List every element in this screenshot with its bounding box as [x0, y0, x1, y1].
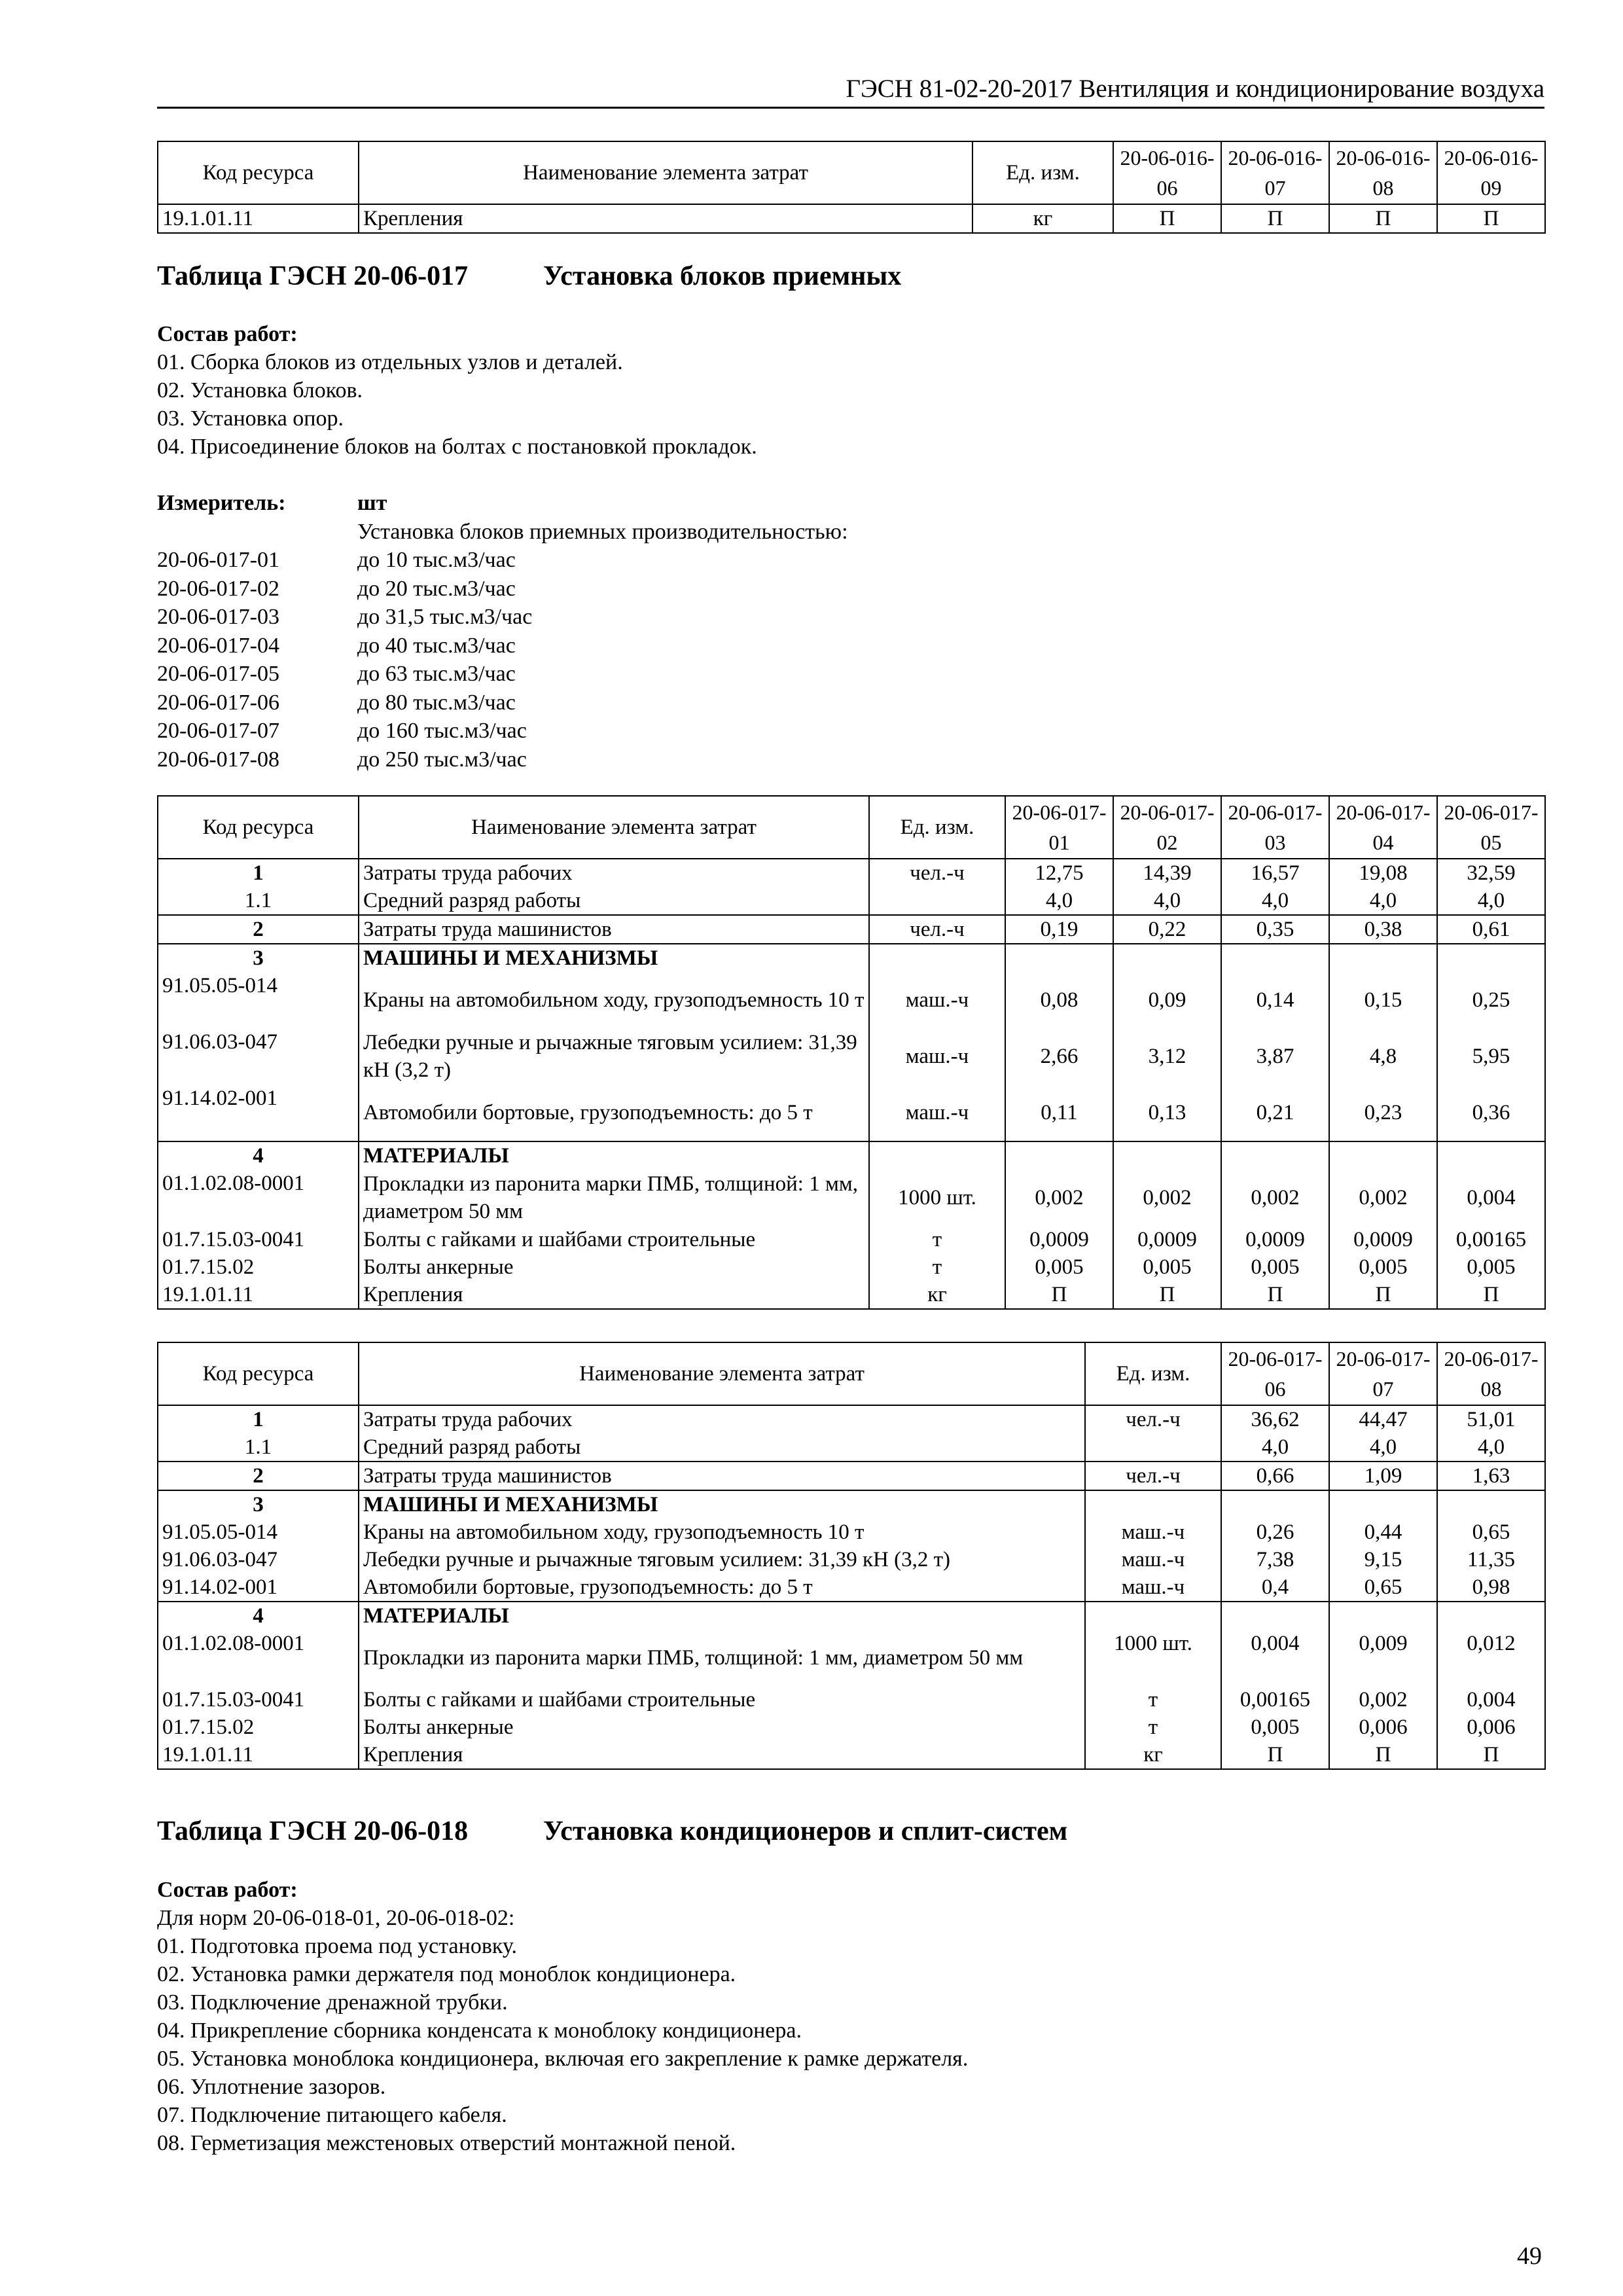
table-row: [158, 204, 1545, 233]
cell-name: Средний разряд работы: [359, 1433, 1085, 1462]
col-header-norm: 20-06-017-04: [1329, 796, 1437, 859]
cell-value: 4,0: [1437, 1433, 1545, 1462]
norm-code: 20-06-017-01: [157, 548, 279, 572]
col-header-code: Код ресурса: [158, 141, 359, 204]
cell-value: 0,21: [1221, 1085, 1329, 1141]
table-row: [158, 1170, 1545, 1226]
cell-unit: т: [869, 1253, 1005, 1281]
works-item: 04. Присоединение блоков на болтах с постановкой прокладок.: [157, 435, 757, 459]
cell-unit: т: [869, 1226, 1005, 1253]
col-header-name: Наименование элемента затрат: [359, 141, 972, 204]
cell-value: П: [1221, 1741, 1329, 1769]
col-header-norm: 20-06-016-09: [1437, 141, 1545, 204]
meter-unit: шт: [357, 491, 387, 515]
cell-code: 91.05.05-014: [158, 972, 359, 1028]
cell-value: 11,35: [1437, 1546, 1545, 1573]
cell-value: 0,09: [1113, 972, 1221, 1028]
table-row: [158, 1546, 1545, 1573]
cell-code: 01.7.15.03-0041: [158, 1226, 359, 1253]
meter-block: [157, 489, 848, 774]
table-row: [158, 972, 1545, 1028]
cell-name: Автомобили бортовые, грузоподъемность: до 5 т: [359, 1085, 869, 1141]
cell-unit: [869, 887, 1005, 915]
cell-name: Прокладки из паронита марки ПМБ, толщиной: 1 мм, диаметром 50 мм: [359, 1630, 1085, 1686]
cell-value: 5,95: [1437, 1028, 1545, 1085]
cell-value: 0,0009: [1221, 1226, 1329, 1253]
meter-row: [157, 489, 848, 518]
works-item: 07. Подключение питающего кабеля.: [157, 2103, 507, 2127]
cell-value: 14,39: [1113, 859, 1221, 887]
cell-code: 19.1.01.11: [158, 1281, 359, 1309]
cell-value: П: [1221, 1281, 1329, 1309]
cell-code: 01.7.15.02: [158, 1713, 359, 1741]
works-block-20-06-017: [157, 320, 757, 461]
cell-value: П: [1437, 1281, 1545, 1309]
cell-name: Лебедки ручные и рычажные тяговым усилием: 31,39 кН (3,2 т): [359, 1028, 869, 1085]
norm-code: 20-06-017-05: [157, 662, 279, 686]
norm-text: до 250 тыс.м3/час: [357, 747, 527, 772]
cell-section-title: МАШИНЫ И МЕХАНИЗМЫ: [359, 1490, 1085, 1518]
cell-value: 0,002: [1329, 1686, 1437, 1713]
cell-value: 4,0: [1329, 1433, 1437, 1462]
cell-value: П: [1113, 204, 1221, 233]
col-header-unit: Ед. изм.: [1085, 1342, 1221, 1405]
table-row: [158, 1028, 1545, 1085]
cell-unit: маш.-ч: [1085, 1573, 1221, 1602]
table-row: [158, 1686, 1545, 1713]
works-item: 03. Подключение дренажной трубки.: [157, 1990, 508, 2015]
cell-name: Болты с гайками и шайбами строительные: [359, 1226, 869, 1253]
cell-value: 36,62: [1221, 1405, 1329, 1433]
table-header-row: [158, 1342, 1545, 1405]
cell-value: 0,012: [1437, 1630, 1545, 1686]
works-item: 03. Установка опор.: [157, 406, 344, 431]
cell-value: 3,12: [1113, 1028, 1221, 1085]
cell-name: Прокладки из паронита марки ПМБ, толщиной: 1 мм, диаметром 50 мм: [359, 1170, 869, 1226]
running-header: ГЭСН 81-02-20-2017 Вентиляция и кондиционирование воздуха: [846, 75, 1544, 103]
cell-code: 91.06.03-047: [158, 1546, 359, 1573]
table-row: [158, 1281, 1545, 1309]
cell-unit: маш.-ч: [869, 972, 1005, 1028]
cell-value: 0,006: [1437, 1713, 1545, 1741]
cell-value: 0,004: [1437, 1686, 1545, 1713]
cell-value: 0,25: [1437, 972, 1545, 1028]
cell-value: 0,006: [1329, 1713, 1437, 1741]
cell-value: 44,47: [1329, 1405, 1437, 1433]
cell-value: 7,38: [1221, 1546, 1329, 1573]
works-item: 01. Сборка блоков из отдельных узлов и деталей.: [157, 350, 623, 374]
cell-name: Болты анкерные: [359, 1713, 1085, 1741]
cell-name: Краны на автомобильном ходу, грузоподъемность 10 т: [359, 1518, 1085, 1546]
cell-name: Болты с гайками и шайбами строительные: [359, 1686, 1085, 1713]
cell-code: 91.14.02-001: [158, 1573, 359, 1602]
cell-value: П: [1221, 204, 1329, 233]
norm-row: [157, 546, 848, 575]
table-header-row: [158, 796, 1545, 859]
works-item: 02. Установка блоков.: [157, 378, 363, 403]
cell-code: 4: [158, 1141, 359, 1170]
norm-text: до 160 тыс.м3/час: [357, 719, 527, 743]
cell-value: 0,005: [1329, 1253, 1437, 1281]
meter-desc-row: [157, 518, 848, 547]
cell-code: 01.1.02.08-0001: [158, 1630, 359, 1686]
cell-code: 2: [158, 1462, 359, 1490]
cell-unit: маш.-ч: [1085, 1546, 1221, 1573]
cell-unit: т: [1085, 1713, 1221, 1741]
cell-code: 1: [158, 859, 359, 887]
cell-unit: кг: [869, 1281, 1005, 1309]
cell-name: Затраты труда рабочих: [359, 859, 869, 887]
cell-value: 4,0: [1437, 887, 1545, 915]
norm-text: до 20 тыс.м3/час: [357, 576, 516, 601]
cell-value: 0,005: [1113, 1253, 1221, 1281]
col-header-norm: 20-06-016-08: [1329, 141, 1437, 204]
cell-code: 1: [158, 1405, 359, 1433]
cell-code: 1.1: [158, 887, 359, 915]
cell-value: 0,11: [1005, 1085, 1113, 1141]
cell-value: 0,44: [1329, 1518, 1437, 1546]
cell-value: 0,004: [1221, 1630, 1329, 1686]
table-section-row: [158, 1141, 1545, 1170]
cell-value: 19,08: [1329, 859, 1437, 887]
cell-value: П: [1329, 1741, 1437, 1769]
cell-value: 0,005: [1437, 1253, 1545, 1281]
cell-value: 0,005: [1221, 1253, 1329, 1281]
cell-name: Лебедки ручные и рычажные тяговым усилием: 31,39 кН (3,2 т): [359, 1546, 1085, 1573]
cell-name: Крепления: [359, 1741, 1085, 1769]
cell-name: Автомобили бортовые, грузоподъемность: до 5 т: [359, 1573, 1085, 1602]
cell-unit: чел.-ч: [869, 915, 1005, 944]
norm-code: 20-06-017-08: [157, 747, 279, 772]
cell-code: 3: [158, 1490, 359, 1518]
cell-code: 3: [158, 944, 359, 972]
cell-unit: чел.-ч: [1085, 1462, 1221, 1490]
cell-section-title: МАШИНЫ И МЕХАНИЗМЫ: [359, 944, 869, 972]
cell-value: 0,98: [1437, 1573, 1545, 1602]
cell-value: П: [1329, 1281, 1437, 1309]
works-item: 01. Подготовка проема под установку.: [157, 1934, 518, 1958]
table-title: Установка блоков приемных: [543, 261, 902, 291]
cell-value: П: [1113, 1281, 1221, 1309]
norm-code: 20-06-017-03: [157, 605, 279, 629]
cell-name: Болты анкерные: [359, 1253, 869, 1281]
cell-code: 91.06.03-047: [158, 1028, 359, 1085]
works-label: Состав работ:: [157, 1878, 298, 1902]
table-row: [158, 1573, 1545, 1602]
cell-value: 0,004: [1437, 1170, 1545, 1226]
cell-name: Затраты труда рабочих: [359, 1405, 1085, 1433]
norm-row: [157, 632, 848, 660]
cell-unit: чел.-ч: [1085, 1405, 1221, 1433]
norm-row: [157, 689, 848, 717]
norm-text: до 10 тыс.м3/час: [357, 548, 516, 572]
table-row: [158, 1741, 1545, 1769]
table-row: [158, 1085, 1545, 1141]
norm-row: [157, 603, 848, 632]
norm-text: до 31,5 тыс.м3/час: [357, 605, 533, 629]
col-header-norm: 20-06-017-02: [1113, 796, 1221, 859]
cell-unit: 1000 шт.: [869, 1170, 1005, 1226]
cell-code: 19.1.01.11: [158, 1741, 359, 1769]
col-header-name: Наименование элемента затрат: [359, 796, 869, 859]
col-header-norm: 20-06-017-07: [1329, 1342, 1437, 1405]
cell-value: 9,15: [1329, 1546, 1437, 1573]
cell-name: Затраты труда машинистов: [359, 1462, 1085, 1490]
col-header-unit: Ед. изм.: [972, 141, 1113, 204]
table-caption: Таблица ГЭСН 20-06-018: [157, 1816, 469, 1846]
cell-value: 32,59: [1437, 859, 1545, 887]
cell-value: 4,0: [1005, 887, 1113, 915]
col-header-unit: Ед. изм.: [869, 796, 1005, 859]
col-header-norm: 20-06-017-08: [1437, 1342, 1545, 1405]
cell-name: Крепления: [359, 1281, 869, 1309]
table-section-row: [158, 1602, 1545, 1630]
cell-code: 01.1.02.08-0001: [158, 1170, 359, 1226]
cell-value: 3,87: [1221, 1028, 1329, 1085]
cell-value: 0,19: [1005, 915, 1113, 944]
cell-value: 4,0: [1221, 1433, 1329, 1462]
cell-code: 91.14.02-001: [158, 1085, 359, 1141]
col-header-code: Код ресурса: [158, 796, 359, 859]
works-item: 04. Прикрепление сборника конденсата к моноблоку кондиционера.: [157, 2018, 802, 2043]
cell-unit: кг: [1085, 1741, 1221, 1769]
cell-code: 91.05.05-014: [158, 1518, 359, 1546]
col-header-name: Наименование элемента затрат: [359, 1342, 1085, 1405]
cell-code: 4: [158, 1602, 359, 1630]
table-row: [158, 1713, 1545, 1741]
table-row: [158, 1462, 1545, 1490]
col-header-norm: 20-06-017-05: [1437, 796, 1545, 859]
cell-value: 0,0009: [1113, 1226, 1221, 1253]
norm-code: 20-06-017-07: [157, 719, 279, 743]
cell-unit: т: [1085, 1686, 1221, 1713]
table-row: [158, 887, 1545, 915]
cell-value: П: [1329, 204, 1437, 233]
col-header-code: Код ресурса: [158, 1342, 359, 1405]
cell-value: П: [1437, 204, 1545, 233]
cell-value: 0,13: [1113, 1085, 1221, 1141]
table-title: Установка кондиционеров и сплит-систем: [543, 1816, 1068, 1846]
norm-text: до 40 тыс.м3/час: [357, 633, 516, 658]
cell-unit: 1000 шт.: [1085, 1630, 1221, 1686]
cell-section-title: МАТЕРИАЛЫ: [359, 1602, 1085, 1630]
table-20-06-017-part1: [157, 795, 1546, 1310]
cell-value: 0,005: [1221, 1713, 1329, 1741]
cell-value: 0,0009: [1329, 1226, 1437, 1253]
norm-code: 20-06-017-02: [157, 576, 279, 601]
table-row: [158, 915, 1545, 944]
table-20-06-017-part2: [157, 1342, 1546, 1770]
cell-value: 0,005: [1005, 1253, 1113, 1281]
cell-code: 01.7.15.03-0041: [158, 1686, 359, 1713]
header-rule: [157, 107, 1544, 109]
col-header-norm: 20-06-017-03: [1221, 796, 1329, 859]
cell-value: 0,61: [1437, 915, 1545, 944]
cell-value: 0,002: [1221, 1170, 1329, 1226]
cell-value: 0,36: [1437, 1085, 1545, 1141]
table-row: [158, 1226, 1545, 1253]
norm-row: [157, 660, 848, 689]
table-section-row: [158, 1490, 1545, 1518]
cell-value: 4,0: [1329, 887, 1437, 915]
cell-value: 16,57: [1221, 859, 1329, 887]
table-20-06-016-tail: [157, 141, 1546, 234]
cell-value: 4,0: [1221, 887, 1329, 915]
table-row: [158, 1433, 1545, 1462]
cell-value: 4,0: [1113, 887, 1221, 915]
table-header-row: [158, 141, 1545, 204]
cell-name: Затраты труда машинистов: [359, 915, 869, 944]
works-label: Состав работ:: [157, 322, 298, 346]
cell-value: 0,65: [1437, 1518, 1545, 1546]
cell-code: 1.1: [158, 1433, 359, 1462]
table-caption: Таблица ГЭСН 20-06-017: [157, 261, 469, 291]
cell-value: 0,4: [1221, 1573, 1329, 1602]
cell-code: 01.7.15.02: [158, 1253, 359, 1281]
col-header-norm: 20-06-017-01: [1005, 796, 1113, 859]
meter-description: Установка блоков приемных производительностью:: [357, 519, 848, 544]
cell-section-title: МАТЕРИАЛЫ: [359, 1141, 869, 1170]
col-header-norm: 20-06-016-07: [1221, 141, 1329, 204]
table-section-row: [158, 944, 1545, 972]
cell-unit: [1085, 1433, 1221, 1462]
cell-value: 0,22: [1113, 915, 1221, 944]
meter-label: Измеритель:: [157, 491, 286, 515]
cell-value: П: [1437, 1741, 1545, 1769]
section-heading-20-06-017: [157, 259, 901, 293]
cell-value: 0,08: [1005, 972, 1113, 1028]
cell-value: 0,65: [1329, 1573, 1437, 1602]
cell-code: 2: [158, 915, 359, 944]
cell-value: 0,00165: [1437, 1226, 1545, 1253]
table-row: [158, 1253, 1545, 1281]
cell-value: 0,0009: [1005, 1226, 1113, 1253]
table-row: [158, 1630, 1545, 1686]
cell-value: 0,26: [1221, 1518, 1329, 1546]
col-header-norm: 20-06-016-06: [1113, 141, 1221, 204]
cell-name: Крепления: [359, 204, 972, 233]
cell-value: 0,009: [1329, 1630, 1437, 1686]
cell-value: 0,002: [1113, 1170, 1221, 1226]
works-item: Для норм 20-06-018-01, 20-06-018-02:: [157, 1906, 515, 1930]
norm-text: до 80 тыс.м3/час: [357, 690, 516, 715]
cell-value: 0,38: [1329, 915, 1437, 944]
cell-unit: маш.-ч: [869, 1028, 1005, 1085]
cell-value: 1,63: [1437, 1462, 1545, 1490]
cell-unit: маш.-ч: [1085, 1518, 1221, 1546]
norm-row: [157, 717, 848, 745]
cell-value: 0,002: [1329, 1170, 1437, 1226]
works-block-20-06-018: [157, 1876, 968, 2157]
works-item: 02. Установка рамки держателя под моноблок кондиционера.: [157, 1962, 736, 1986]
cell-code: 19.1.01.11: [158, 204, 359, 233]
page-number: 49: [1517, 2242, 1542, 2270]
cell-value: 1,09: [1329, 1462, 1437, 1490]
cell-name: Средний разряд работы: [359, 887, 869, 915]
cell-value: 0,35: [1221, 915, 1329, 944]
cell-value: 0,00165: [1221, 1686, 1329, 1713]
norm-row: [157, 575, 848, 603]
cell-value: 2,66: [1005, 1028, 1113, 1085]
norm-code: 20-06-017-06: [157, 690, 279, 715]
works-item: 06. Уплотнение зазоров.: [157, 2075, 386, 2099]
norm-code: 20-06-017-04: [157, 633, 279, 658]
norm-row: [157, 745, 848, 774]
table-row: [158, 1518, 1545, 1546]
norm-text: до 63 тыс.м3/час: [357, 662, 516, 686]
section-heading-20-06-018: [157, 1814, 1067, 1848]
table-row: [158, 859, 1545, 887]
cell-value: 4,8: [1329, 1028, 1437, 1085]
cell-value: 51,01: [1437, 1405, 1545, 1433]
cell-unit: маш.-ч: [869, 1085, 1005, 1141]
cell-unit: кг: [972, 204, 1113, 233]
cell-value: 0,14: [1221, 972, 1329, 1028]
cell-value: 0,15: [1329, 972, 1437, 1028]
cell-value: 0,002: [1005, 1170, 1113, 1226]
cell-value: 0,66: [1221, 1462, 1329, 1490]
cell-value: 0,23: [1329, 1085, 1437, 1141]
works-item: 05. Установка моноблока кондиционера, включая его закрепление к рамке держателя.: [157, 2047, 969, 2071]
cell-value: П: [1005, 1281, 1113, 1309]
cell-unit: чел.-ч: [869, 859, 1005, 887]
table-row: [158, 1405, 1545, 1433]
cell-name: Краны на автомобильном ходу, грузоподъемность 10 т: [359, 972, 869, 1028]
works-item: 08. Герметизация межстеновых отверстий монтажной пеной.: [157, 2131, 736, 2155]
cell-value: 12,75: [1005, 859, 1113, 887]
col-header-norm: 20-06-017-06: [1221, 1342, 1329, 1405]
